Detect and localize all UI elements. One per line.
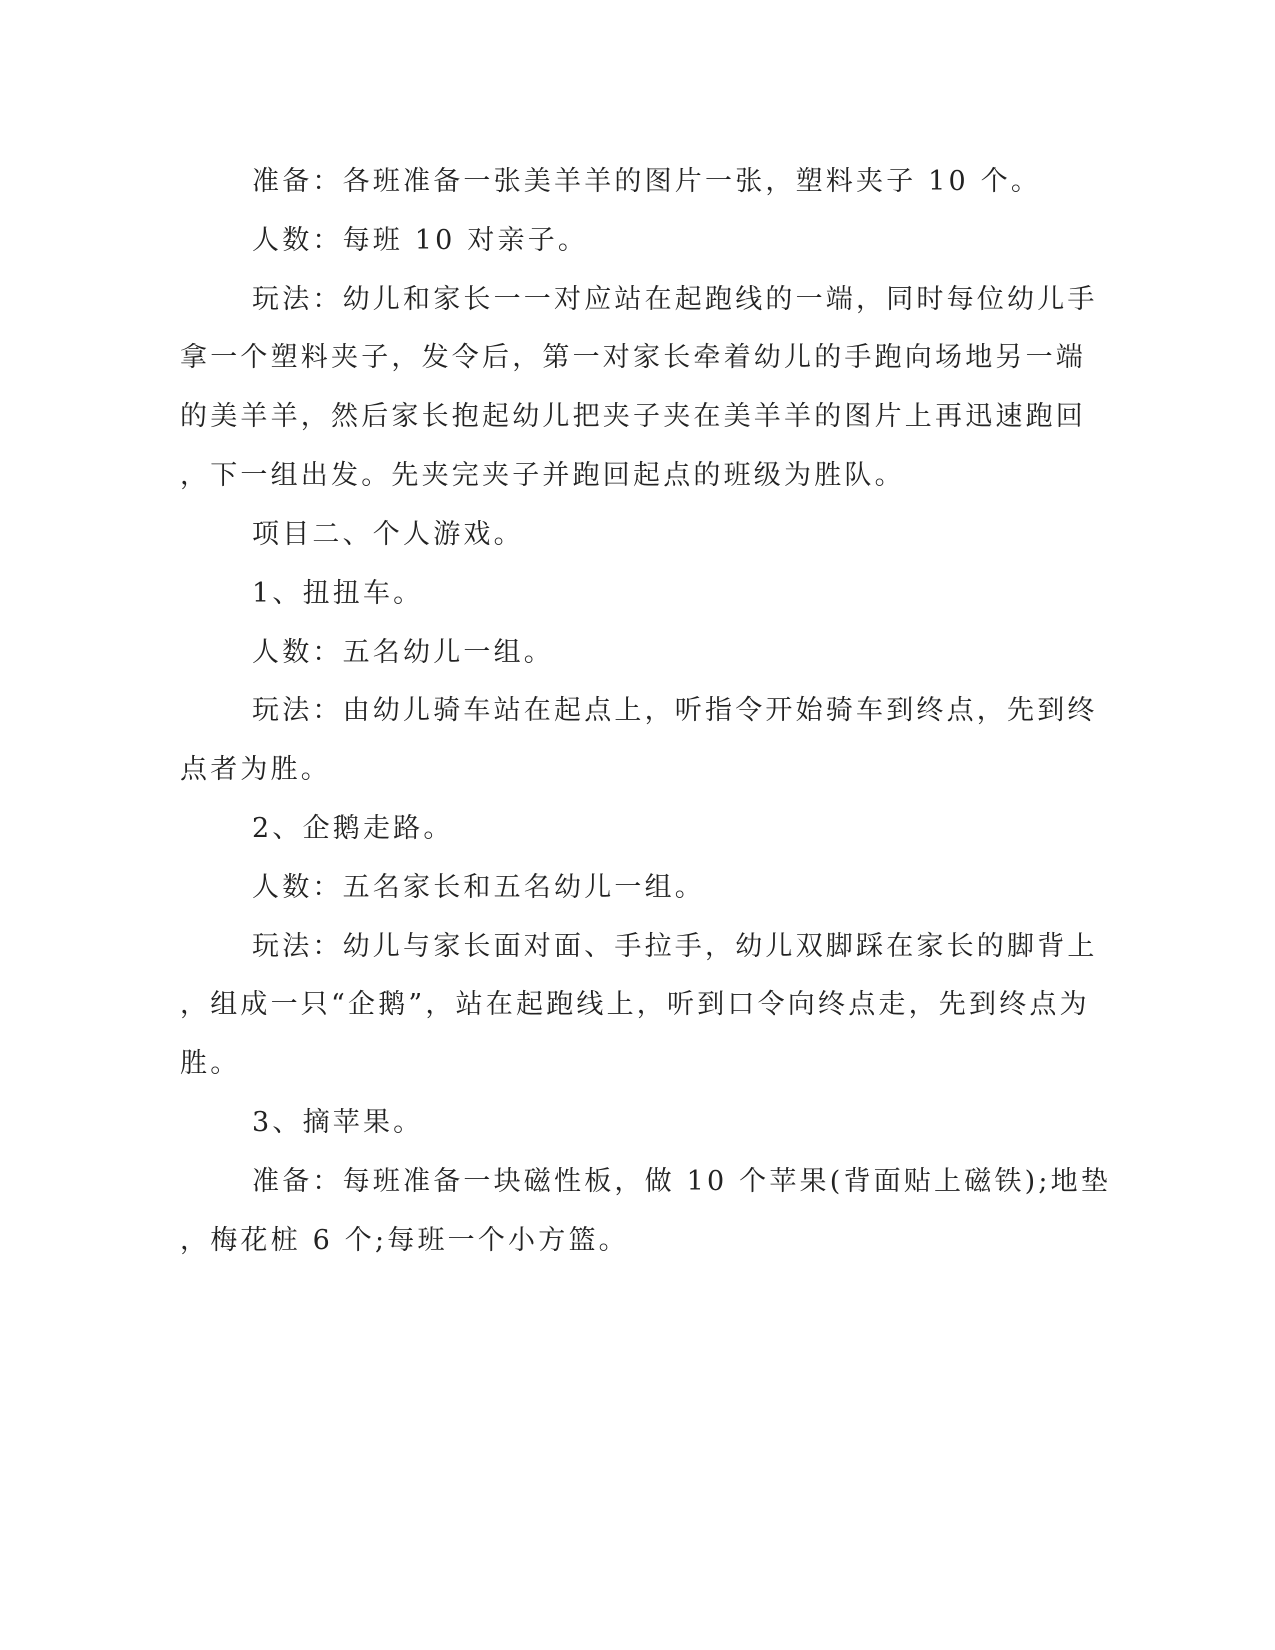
paragraph-line: 点者为胜。	[180, 754, 331, 785]
paragraph-line: 玩法：由幼儿骑车站在起点上，听指令开始骑车到终点，先到终	[252, 695, 1098, 726]
paragraph-line: 胜。	[180, 1048, 241, 1079]
section-heading: 项目二、个人游戏。	[252, 519, 524, 550]
item-heading: 1、扭扭车。	[252, 578, 424, 609]
item-heading: 3、摘苹果。	[252, 1107, 424, 1138]
paragraph-line: ，下一组出发。先夹完夹子并跑回起点的班级为胜队。	[180, 460, 905, 491]
paragraph-line: 人数：五名家长和五名幼儿一组。	[252, 872, 705, 903]
paragraph-line: 玩法：幼儿和家长一一对应站在起跑线的一端，同时每位幼儿手	[252, 284, 1098, 315]
paragraph-line: 人数：每班 10 对亲子。	[252, 225, 589, 256]
paragraph-line: 准备：各班准备一张美羊羊的图片一张，塑料夹子 10 个。	[252, 166, 1042, 197]
paragraph-line: 玩法：幼儿与家长面对面、手拉手，幼儿双脚踩在家长的脚背上	[252, 931, 1098, 962]
item-heading: 2、企鹅走路。	[252, 813, 454, 844]
paragraph-line: ，梅花桩 6 个;每班一个小方篮。	[180, 1225, 629, 1256]
paragraph-line: 人数：五名幼儿一组。	[252, 637, 554, 668]
paragraph-line: 的美羊羊，然后家长抱起幼儿把夹子夹在美羊羊的图片上再迅速跑回	[180, 401, 1086, 432]
paragraph-line: 拿一个塑料夹子，发令后，第一对家长牵着幼儿的手跑向场地另一端	[180, 342, 1086, 373]
paragraph-line: ，组成一只“企鹅”，站在起跑线上，听到口令向终点走，先到终点为	[180, 989, 1090, 1020]
paragraph-line: 准备：每班准备一块磁性板，做 10 个苹果(背面贴上磁铁);地垫	[252, 1166, 1112, 1197]
